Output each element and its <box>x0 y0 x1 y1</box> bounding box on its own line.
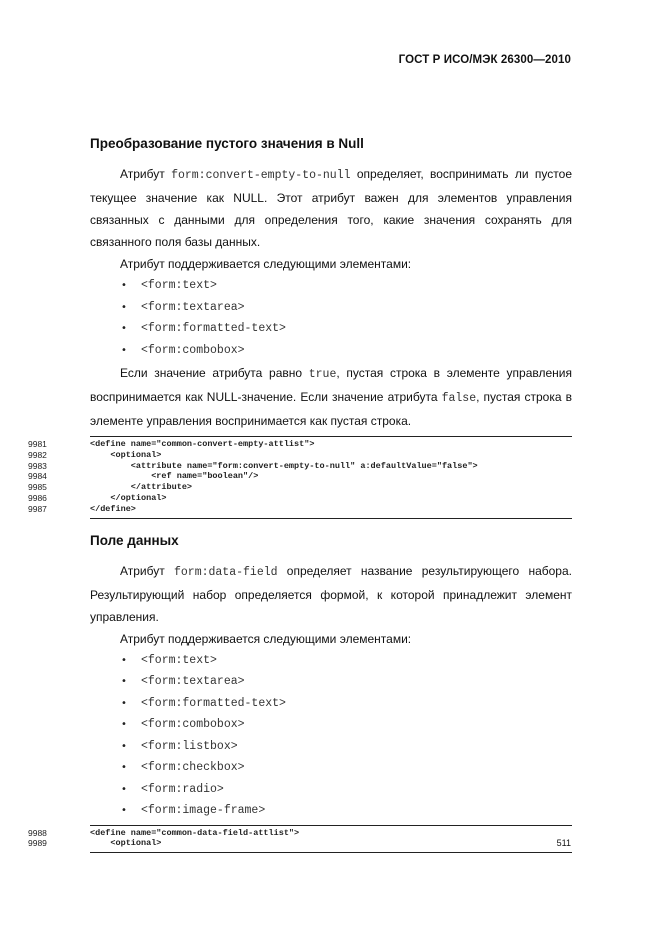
list-item <box>90 714 572 736</box>
code-text: <ref name="boolean"/> <box>90 471 259 482</box>
code-line <box>28 471 572 482</box>
paragraph-text: Атрибут <box>120 563 174 578</box>
paragraph-text: , пустая строка в элементе управления воспринимается как NULL-значение. Если значение атрибута <box>90 366 572 404</box>
code-text: <optional> <box>90 838 162 849</box>
bullet-icon: • <box>121 762 127 774</box>
code-line <box>28 503 572 515</box>
list-item-code: <form:listbox> <box>141 739 238 753</box>
code-text: </attribute> <box>90 482 193 493</box>
code-text: <attribute name="form:convert-empty-to-null" a:defaultValue="false"> <box>90 460 478 471</box>
bullet-icon: • <box>121 344 127 356</box>
list-item-code: <form:textarea> <box>141 675 245 689</box>
bullet-icon: • <box>121 323 127 334</box>
inline-code: true <box>308 368 337 381</box>
code-line <box>28 482 572 493</box>
paragraph-text: Атрибут <box>120 167 172 181</box>
page-content <box>28 130 573 853</box>
section-title-null-conversion: Преобразование пустого значения в Null <box>90 136 364 151</box>
list-item <box>90 275 572 297</box>
code-block <box>28 825 572 854</box>
line-number: 9986 <box>28 492 47 503</box>
code-line <box>28 827 572 839</box>
list-item <box>90 757 572 779</box>
list-item-code: <form:combobox> <box>141 718 245 732</box>
paragraph: Атрибут поддерживается следующими элементами: <box>120 257 412 271</box>
document-header: ГОСТ Р ИСО/МЭК 26300—2010 <box>398 54 571 66</box>
paragraph: Атрибут поддерживается следующими элементами: <box>120 631 412 646</box>
line-number: 9981 <box>28 439 47 449</box>
line-number: 9985 <box>28 482 47 493</box>
list-item-code: <form:image-frame> <box>141 804 266 818</box>
line-number: 9989 <box>28 838 47 849</box>
list-item-code: <form:text> <box>141 653 217 667</box>
paragraph-text: определяет, воспринимать ли пустое текущее значение как NULL. Этот атрибут важен для элементов управления связанных с данными для определения того, какие значения сохранять для связанного поля базы данных. <box>90 167 572 249</box>
inline-code: false <box>441 392 477 405</box>
list-item-code: <form:formatted-text> <box>141 322 286 335</box>
list-item <box>90 736 572 758</box>
bullet-icon: • <box>121 783 127 795</box>
code-block <box>28 436 572 519</box>
line-number: 9983 <box>28 460 47 471</box>
list-item-code: <form:checkbox> <box>141 761 245 775</box>
bullet-icon: • <box>121 301 127 313</box>
line-number: 9988 <box>28 827 47 838</box>
code-line <box>28 492 572 504</box>
list-item <box>90 318 572 340</box>
paragraph <box>90 163 572 253</box>
code-line <box>28 449 572 461</box>
line-number: 9982 <box>28 449 47 460</box>
line-number: 9987 <box>28 503 47 514</box>
paragraph-text: , пустая строка в элементе управления воспринимается как пустая строка. <box>90 390 573 428</box>
code-line <box>28 460 572 472</box>
code-text: <define name="common-convert-empty-attlist"> <box>90 439 315 449</box>
list-item-code: <form:radio> <box>141 782 224 796</box>
code-line <box>28 838 572 849</box>
line-number: 9984 <box>28 471 47 482</box>
paragraph <box>90 560 572 628</box>
element-list <box>90 650 572 822</box>
bullet-icon: • <box>121 719 127 731</box>
paragraph-text: Если значение атрибута равно <box>120 366 309 380</box>
code-text: <define name="common-data-field-attlist"> <box>90 827 300 838</box>
element-list <box>90 275 572 361</box>
bullet-icon: • <box>121 654 127 666</box>
section-title-data-field: Поле данных <box>90 532 179 548</box>
bullet-icon: • <box>121 740 127 752</box>
bullet-icon: • <box>121 697 127 709</box>
code-line <box>28 439 572 450</box>
list-item <box>90 693 572 715</box>
bullet-icon: • <box>121 676 127 688</box>
list-item-code: <form:formatted-text> <box>141 696 286 710</box>
bullet-icon: • <box>121 280 127 291</box>
bullet-icon: • <box>121 805 127 817</box>
list-item <box>90 340 572 362</box>
page-number: 511 <box>556 838 571 848</box>
paragraph <box>90 362 572 432</box>
list-item <box>90 650 572 672</box>
list-item <box>90 671 572 693</box>
list-item-code: <form:combobox> <box>141 343 245 357</box>
inline-code: form:data-field <box>174 565 278 579</box>
list-item-code: <form:text> <box>141 279 217 292</box>
paragraph-text: определяет название результирующего набора. Результирующий набор определяется формой, к которой принадлежит элемент управления. <box>90 563 572 624</box>
code-text: </optional> <box>90 492 167 503</box>
code-text: <optional> <box>90 449 162 460</box>
list-item <box>90 800 572 822</box>
list-item-code: <form:textarea> <box>141 300 245 314</box>
list-item <box>90 297 572 319</box>
inline-code: form:convert-empty-to-null <box>171 169 351 182</box>
code-text: </define> <box>90 503 136 514</box>
list-item <box>90 779 572 801</box>
